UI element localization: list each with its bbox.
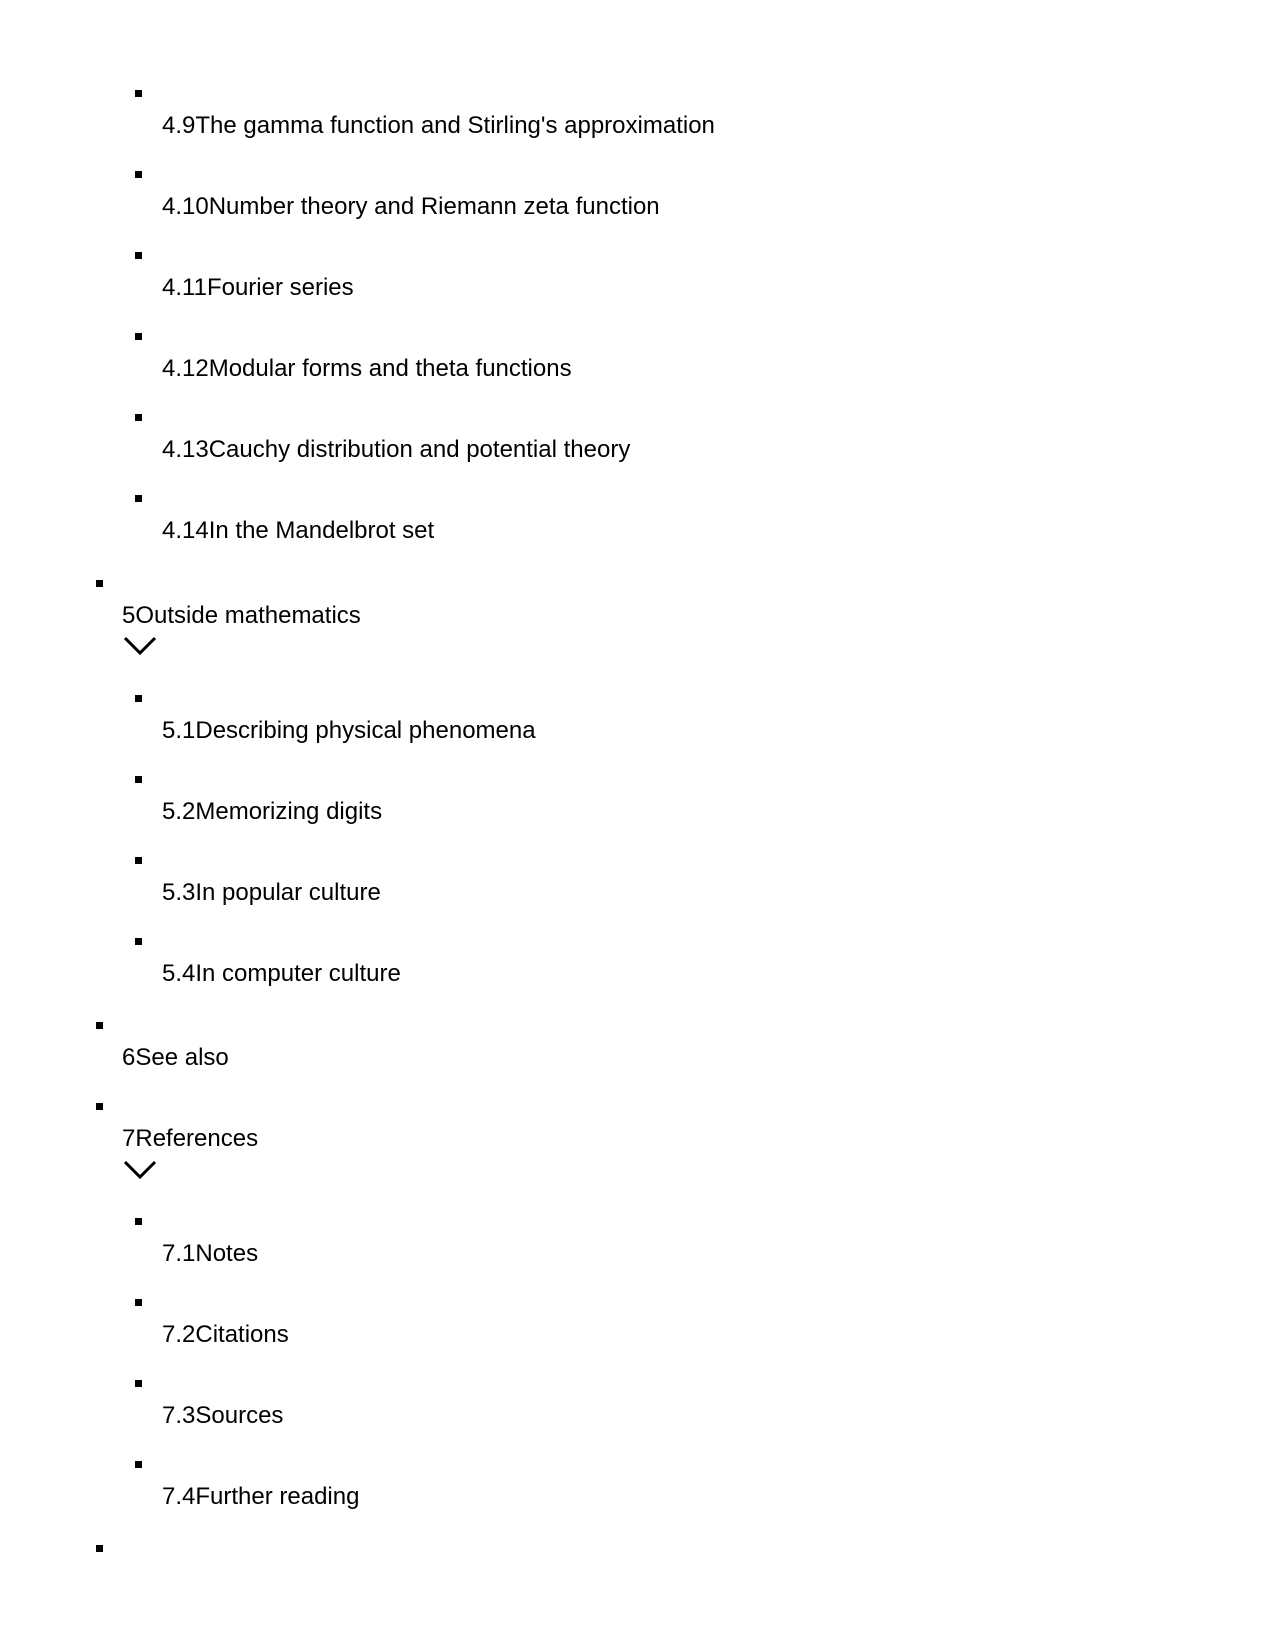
section-title: See also bbox=[135, 1044, 229, 1071]
section-title: Sources bbox=[195, 1402, 284, 1429]
section-number: 6 bbox=[122, 1044, 136, 1071]
toc-link[interactable] bbox=[162, 355, 572, 383]
bullet-icon bbox=[135, 1218, 142, 1225]
section-title: Fourier series bbox=[206, 274, 354, 301]
bullet-icon bbox=[96, 1545, 103, 1552]
section-title: Memorizing digits bbox=[195, 798, 383, 825]
bullet-icon bbox=[135, 776, 142, 783]
bullet-icon bbox=[96, 1103, 103, 1110]
bullet-icon bbox=[135, 252, 142, 259]
section-title: Cauchy distribution and potential theory bbox=[208, 436, 631, 463]
bullet-icon bbox=[96, 1022, 103, 1029]
section-title: In computer culture bbox=[195, 960, 401, 987]
bullet-icon bbox=[135, 414, 142, 421]
section-title: In popular culture bbox=[195, 879, 381, 906]
toc-link[interactable] bbox=[122, 1125, 258, 1153]
toc-link[interactable] bbox=[162, 436, 630, 464]
toc-link[interactable] bbox=[122, 602, 361, 630]
section-title: Outside mathematics bbox=[135, 602, 361, 629]
section-number: 5.4 bbox=[162, 960, 196, 987]
section-number: 4.13 bbox=[162, 436, 209, 463]
section-number: 7.2 bbox=[162, 1321, 196, 1348]
section-title: Describing physical phenomena bbox=[195, 717, 536, 744]
toc-link[interactable] bbox=[162, 717, 536, 745]
toc-link[interactable] bbox=[162, 193, 660, 221]
section-number: 5.3 bbox=[162, 879, 196, 906]
section-number: 7.3 bbox=[162, 1402, 196, 1429]
section-number: 7.4 bbox=[162, 1483, 196, 1510]
bullet-icon bbox=[135, 495, 142, 502]
section-title: In the Mandelbrot set bbox=[208, 517, 435, 544]
toc-link[interactable] bbox=[122, 1044, 229, 1072]
bullet-icon bbox=[135, 1380, 142, 1387]
bullet-icon bbox=[135, 333, 142, 340]
bullet-icon bbox=[135, 938, 142, 945]
bullet-icon bbox=[135, 857, 142, 864]
section-title: Modular forms and theta functions bbox=[208, 355, 572, 382]
toc-link[interactable] bbox=[162, 517, 434, 545]
section-title: Notes bbox=[195, 1240, 259, 1267]
section-number: 7 bbox=[122, 1125, 136, 1152]
toc-link[interactable] bbox=[162, 1240, 258, 1268]
chevron-down-icon[interactable] bbox=[122, 634, 158, 658]
section-number: 4.9 bbox=[162, 112, 196, 139]
bullet-icon bbox=[135, 1461, 142, 1468]
toc-link[interactable] bbox=[162, 960, 401, 988]
section-title: The gamma function and Stirling's approximation bbox=[195, 112, 715, 139]
bullet-icon bbox=[135, 695, 142, 702]
chevron-down-icon[interactable] bbox=[122, 1158, 158, 1182]
section-title: Further reading bbox=[195, 1483, 360, 1510]
toc-link[interactable] bbox=[162, 1402, 283, 1430]
bullet-icon bbox=[135, 1299, 142, 1306]
toc-link[interactable] bbox=[162, 1483, 359, 1511]
bullet-icon bbox=[96, 580, 103, 587]
bullet-icon bbox=[135, 90, 142, 97]
section-number: 5.1 bbox=[162, 717, 196, 744]
section-number: 4.10 bbox=[162, 193, 209, 220]
section-number: 5.2 bbox=[162, 798, 196, 825]
section-title: Number theory and Riemann zeta function bbox=[208, 193, 660, 220]
section-title: References bbox=[135, 1125, 259, 1152]
section-number: 7.1 bbox=[162, 1240, 196, 1267]
section-title: Citations bbox=[195, 1321, 289, 1348]
toc-link[interactable] bbox=[162, 879, 381, 907]
section-number: 4.11 bbox=[162, 274, 207, 301]
toc-link[interactable] bbox=[162, 112, 715, 140]
section-number: 4.14 bbox=[162, 517, 209, 544]
toc-link[interactable] bbox=[162, 274, 354, 302]
bullet-icon bbox=[135, 171, 142, 178]
toc-link[interactable] bbox=[162, 798, 382, 826]
section-number: 5 bbox=[122, 602, 136, 629]
toc-link[interactable] bbox=[162, 1321, 289, 1349]
section-number: 4.12 bbox=[162, 355, 209, 382]
